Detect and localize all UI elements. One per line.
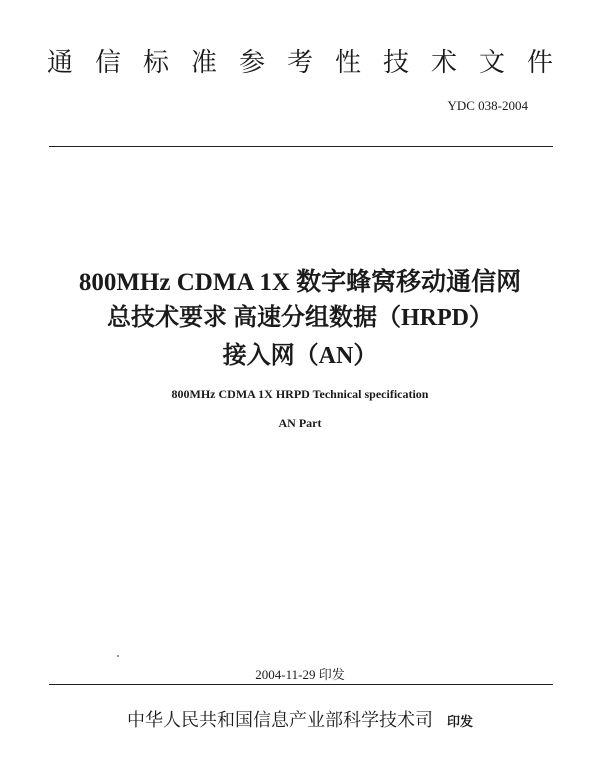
main-title-line-3: 接入网（AN）	[222, 343, 378, 369]
main-title-line-1: 800MHz CDMA 1X 数字蜂窝移动通信网	[78, 269, 522, 296]
document-category-title: 通信标准参考性技术文件	[46, 48, 575, 78]
publisher-name: 中华人民共和国信息产业部科学技术司	[126, 710, 433, 731]
document-code: YDC 038-2004	[447, 98, 528, 113]
bottom-divider	[49, 684, 553, 685]
main-title-line-2: 总技术要求 高速分组数据（HRPD）	[107, 305, 493, 331]
publisher-line	[0, 706, 600, 732]
english-title: 800MHz CDMA 1X HRPD Technical specification	[171, 387, 429, 401]
issue-date: 2004-11-29 印发	[255, 667, 345, 682]
top-divider	[49, 146, 553, 147]
english-subtitle: AN Part	[278, 416, 322, 430]
scan-speck	[117, 655, 119, 657]
publisher-issued-label: 印发	[446, 715, 473, 730]
